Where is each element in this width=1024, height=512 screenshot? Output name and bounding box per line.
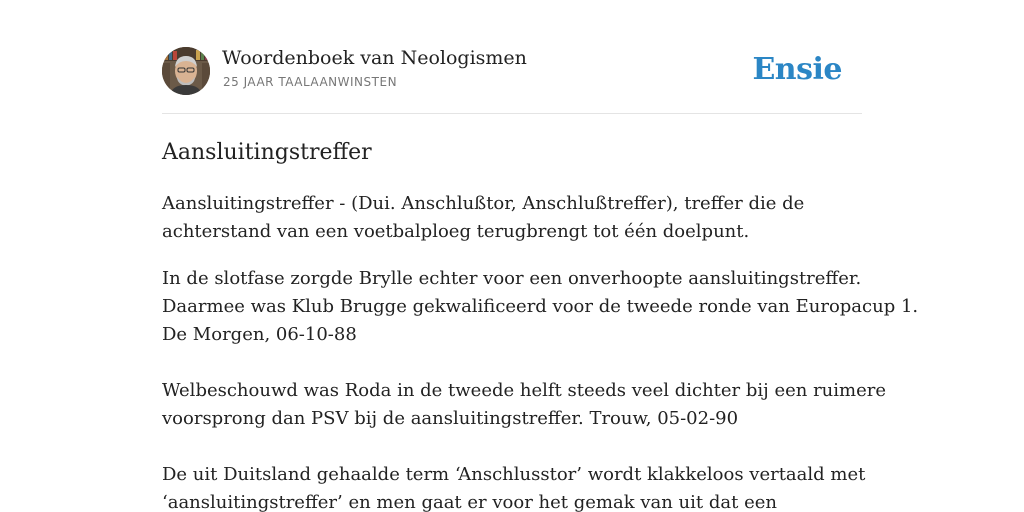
text-line: Aansluitingstreffer - (Dui. Anschlußtor, Anschlußtreffer), treffer die de: [162, 193, 805, 214]
blog-subtitle: 25 JAAR TAALAANWINSTEN: [223, 75, 398, 89]
text-line: voorsprong dan PSV bij de aansluitingstreffer. Trouw, 05-02-90: [162, 408, 739, 429]
article-title: Aansluitingstreffer: [162, 140, 372, 165]
text-line: De uit Duitsland gehaalde term ‘Anschlusstor’ wordt klakkeloos vertaald met: [162, 464, 866, 485]
quotes-paragraph: [162, 265, 919, 512]
text-line: ‘aansluitingstreffer’ en men gaat er voor het gemak van uit dat een: [162, 492, 777, 512]
line-break: [162, 433, 882, 461]
definition-paragraph: [162, 190, 882, 246]
author-avatar[interactable]: [162, 47, 210, 95]
text-line: Welbeschouwd was Roda in de tweede helft steeds veel dichter bij een ruimere: [162, 380, 887, 401]
ensie-logo[interactable]: Ensie: [752, 52, 842, 87]
line-break: [162, 349, 882, 377]
blog-title[interactable]: Woordenboek van Neologismen: [222, 47, 527, 69]
text-line: De Morgen, 06-10-88: [162, 324, 357, 345]
avatar-image: [162, 47, 210, 95]
article-body: [162, 190, 919, 512]
header-divider: [162, 113, 862, 114]
text-line: In de slotfase zorgde Brylle echter voor een onverhoopte aansluitingstreffer.: [162, 268, 862, 289]
text-line: achterstand van een voetbalploeg terugbrengt tot één doelpunt.: [162, 221, 750, 242]
blog-header: [162, 46, 862, 96]
text-line: Daarmee was Klub Brugge gekwalificeerd voor de tweede ronde van Europacup 1.: [162, 296, 919, 317]
